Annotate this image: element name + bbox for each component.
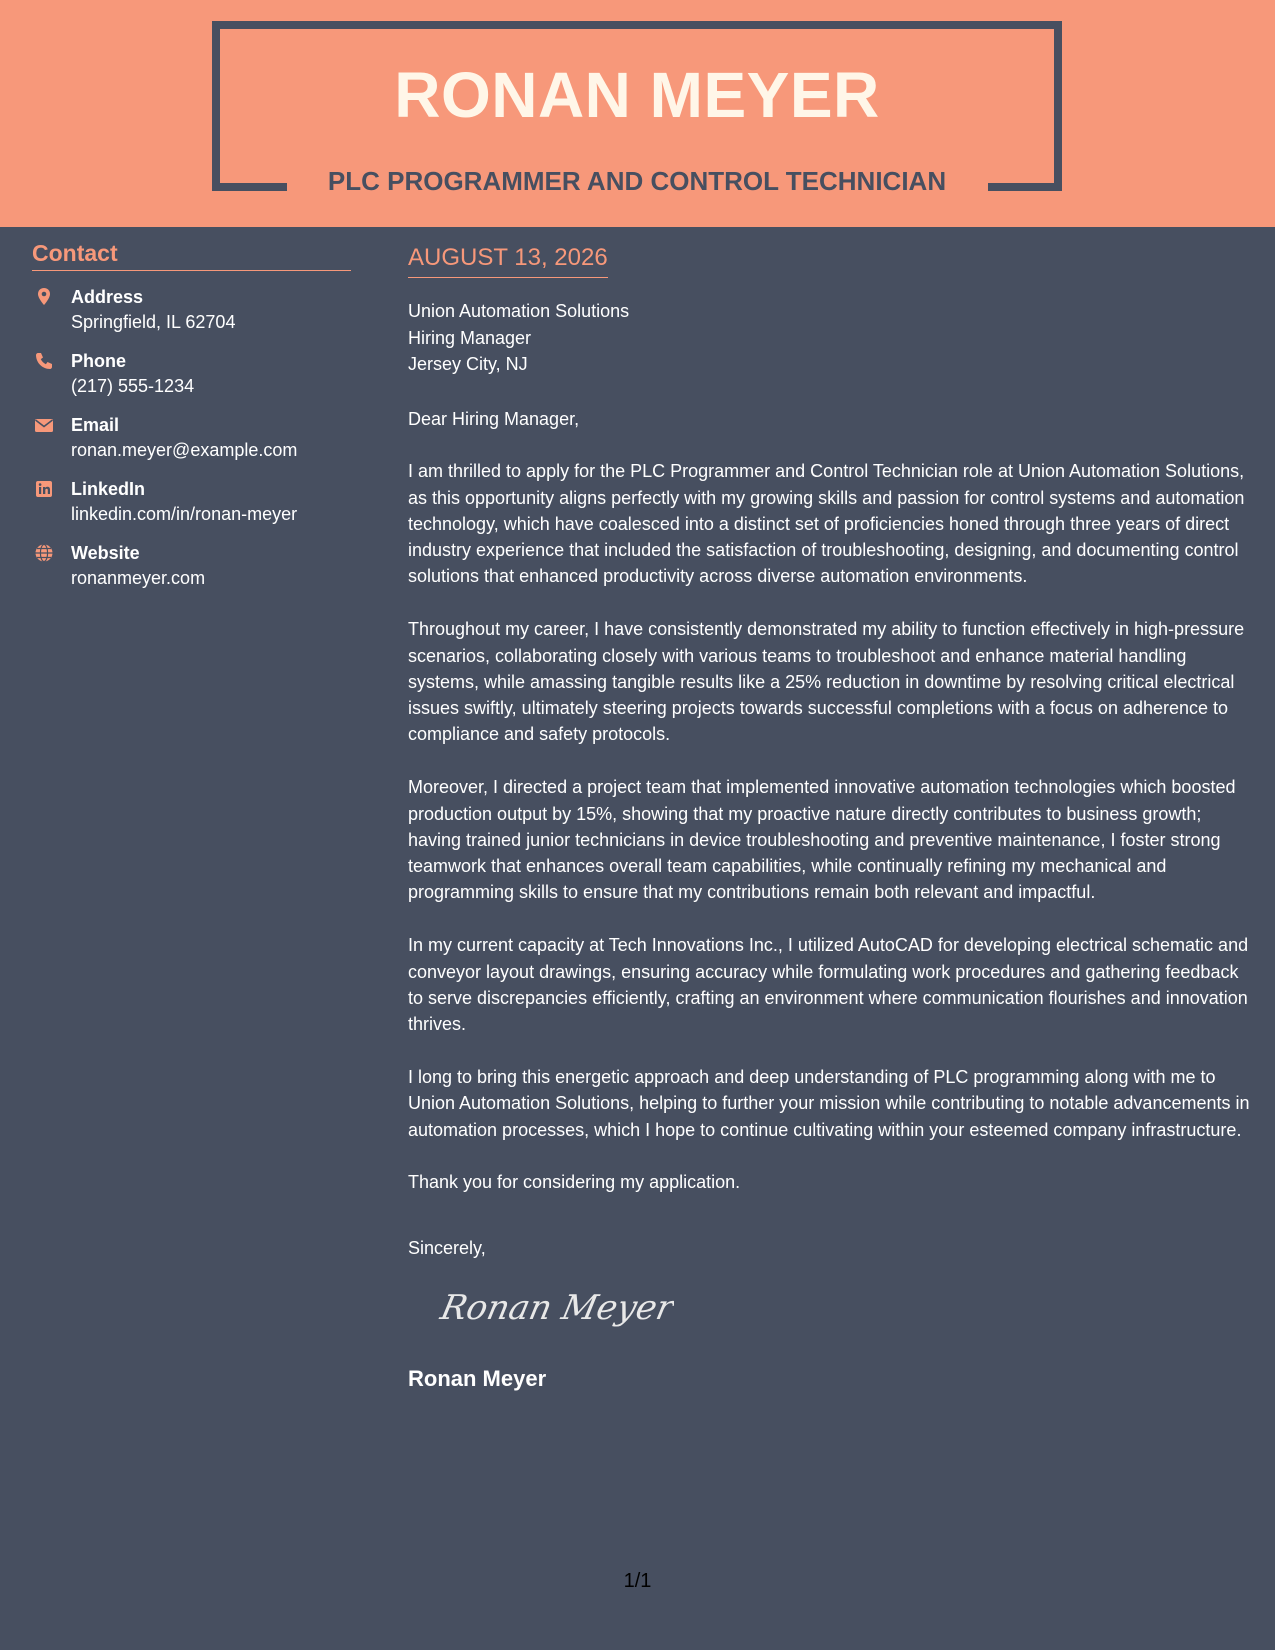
- contact-value: ronanmeyer.com: [71, 568, 206, 588]
- letter-date: AUGUST 13, 2026: [408, 244, 608, 278]
- contact-email: [32, 413, 351, 463]
- body-paragraph: Thank you for considering my application.: [408, 1172, 741, 1193]
- body-paragraph: In my current capacity at Tech Innovations Inc., I utilized AutoCAD for developing electrical schematic and conveyor layout drawings, ensuring accuracy while formulating work procedures and gathering feedback to serve discrepancies efficiently, crafting an environment where communication flourishes and innovation thrives.: [408, 935, 1249, 1035]
- recipient-company: Union Automation Solutions: [408, 301, 630, 321]
- contact-linkedin: [32, 477, 351, 527]
- contact-address: [32, 285, 351, 335]
- job-title: PLC PROGRAMMER AND CONTROL TECHNICIAN: [327, 166, 947, 196]
- contact-label: Email: [71, 415, 120, 435]
- recipient-block: [408, 298, 1250, 378]
- body-paragraph: I long to bring this energetic approach and deep understanding of PLC programming along with me to Union Automation Solutions, helping to further your mission while contributing to notable advancements in automation processes, which I hope to continue cultivating within your esteemed company infrastructure.: [408, 1066, 1250, 1140]
- page-number: 1/1: [623, 1570, 652, 1592]
- contact-label: Website: [71, 543, 140, 563]
- contact-phone: [32, 349, 351, 399]
- signature-image: [434, 1277, 674, 1337]
- body-paragraph: Moreover, I directed a project team that implemented innovative automation technologies which boosted production output by 15%, showing that my proactive nature directly contributes to business growth; having trained junior technicians in device troubleshooting and preventive maintenance, I foster strong teamwork that enhances overall team capabilities, while continually refining my mechanical and programming skills to ensure that my contributions remain both relevant and impactful.: [408, 777, 1236, 903]
- letter-body: [408, 244, 1250, 1392]
- recipient-location: Jersey City, NJ: [408, 354, 528, 374]
- map-pin-icon: [34, 287, 54, 307]
- contact-value: (217) 555-1234: [71, 376, 195, 396]
- contact-website: [32, 541, 351, 591]
- body-paragraph: Throughout my career, I have consistently demonstrated my ability to function effectively in high-pressure scenarios, collaborating closely with various teams to troubleshoot and enhance material handling systems, while amassing tangible results like a 25% reduction in downtime by resolving critical electrical issues swiftly, ultimately steering projects towards successful completions with a focus on adherence to compliance and safety protocols.: [408, 619, 1245, 745]
- contact-sidebar: [32, 240, 351, 591]
- envelope-icon: [34, 415, 54, 435]
- contact-value: Springfield, IL 62704: [71, 312, 236, 332]
- globe-icon: [34, 543, 54, 563]
- salutation: Dear Hiring Manager,: [408, 408, 580, 429]
- contact-value: ronan.meyer@example.com: [71, 440, 298, 460]
- header-band: [0, 0, 1275, 227]
- body-paragraph: I am thrilled to apply for the PLC Programmer and Control Technician role at Union Automation Solutions, as this opportunity aligns perfectly with my growing skills and passion for control systems and automation technology, which have coalesced into a distinct set of proficiencies honed through three years of direct industry experience that included the satisfaction of troubleshooting, designing, and documenting control solutions that enhanced productivity across diverse automation environments.: [408, 461, 1245, 587]
- linkedin-icon: [34, 479, 54, 499]
- signer-name: Ronan Meyer: [408, 1365, 547, 1391]
- contact-label: Phone: [71, 351, 127, 371]
- svg-text:Ronan Meyer: Ronan Meyer: [437, 1287, 674, 1328]
- closing: Sincerely,: [408, 1237, 486, 1258]
- contact-heading: Contact: [32, 240, 351, 271]
- contact-label: Address: [71, 287, 144, 307]
- contact-label: LinkedIn: [71, 479, 146, 499]
- phone-icon: [34, 351, 54, 371]
- applicant-name: RONAN MEYER: [394, 59, 880, 131]
- recipient-role: Hiring Manager: [408, 327, 532, 348]
- contact-value: linkedin.com/in/ronan-meyer: [71, 504, 298, 524]
